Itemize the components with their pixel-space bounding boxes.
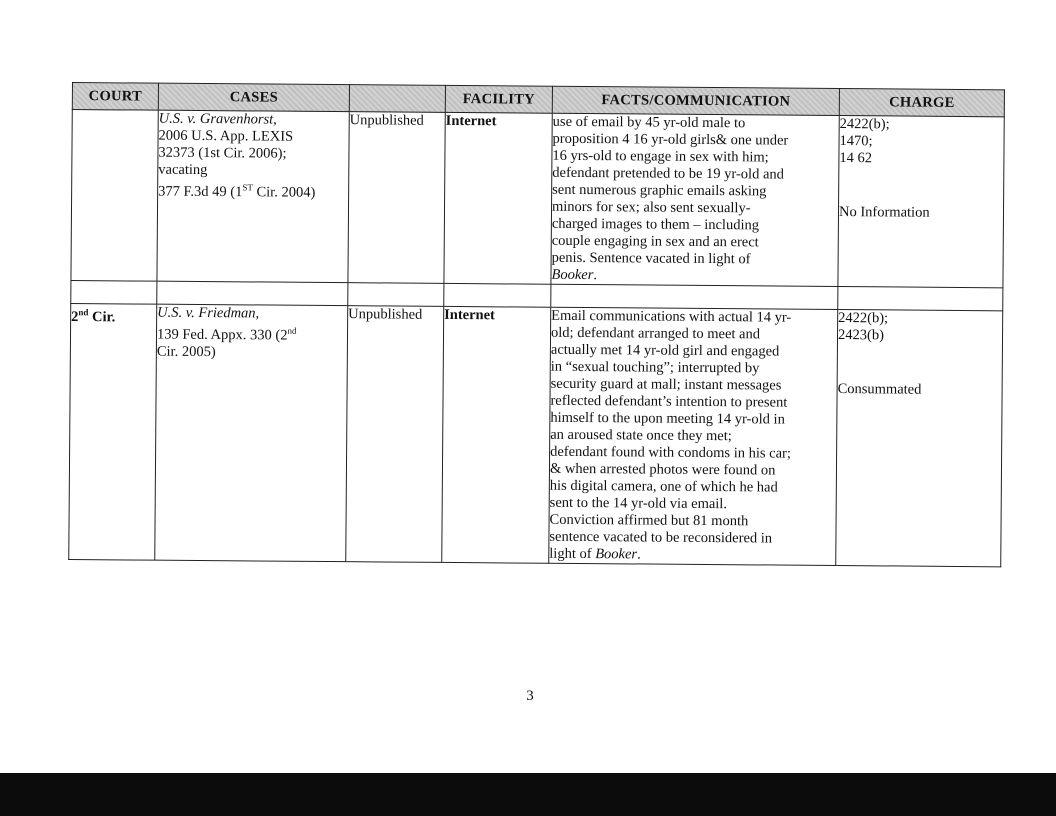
facts-line: Conviction affirmed but 81 month [549,511,749,530]
facts-line: charged images to them – including [551,215,760,234]
facts-line: defendant found with condoms in his car; [550,443,791,462]
publication-cell [348,112,445,284]
scan-border [0,773,1056,816]
charge-line: 14 62 [839,150,873,167]
facts-line: Email communications with actual 14 yr- [551,307,792,326]
case-cell [155,304,348,561]
facts-line: couple engaging in sex and an erect [551,232,759,251]
table-row [69,303,1003,566]
facts-line: an aroused state once they met; [550,426,732,445]
facts-line: 16 yrs-old to engage in sex with him; [552,147,769,166]
court-text: 2nd Cir. [71,307,116,326]
publication-cell [346,306,444,563]
facts-cell [551,113,839,286]
facts-line: actually met 14 yr-old girl and engaged [550,341,780,360]
facts-line: & when arrested photos were found on [549,460,776,479]
facts-line: himself to the upon meeting 14 yr-old in [550,409,785,428]
charge-line: 2422(b); [839,116,890,133]
facts-line: Booker. [551,266,598,284]
facts-line: sent to the 14 yr-old via email. [549,494,728,513]
charge-line: 2423(b) [837,327,885,344]
spacer [838,344,1002,382]
spacer [839,167,1003,205]
citation-line: Cir. 2005) [156,343,216,360]
publication-status: Unpublished [349,112,424,129]
facts-line: light of Booker. [549,545,641,563]
case-name: U.S. v. Gravenhorst, [158,110,277,128]
charge-note: Consummated [837,381,922,398]
citation-line: 2006 U.S. App. LEXIS [158,127,294,145]
facts-line: proposition 4 16 yr-old girls& one under [552,130,789,149]
charge-cell [838,116,1004,288]
case-name: U.S. v. Friedman, [157,304,260,322]
facts-line: penis. Sentence vacated in light of [551,249,751,268]
charge-line: 1470; [839,133,873,150]
charge-line: 2422(b); [838,310,889,327]
facility-text: Internet [445,112,497,130]
facts-line: old; defendant arranged to meet and [550,324,761,343]
facts-line: his digital camera, one of which he had [549,477,778,496]
header-facility: FACILITY [445,85,552,113]
case-cell [157,110,349,282]
facts-line: reflected defendant’s intention to present [550,392,788,411]
header-facts: FACTS/COMMUNICATION [552,86,839,115]
facts-line: use of email by 45 yr-old male to [552,113,746,132]
facts-line: security guard at mall; instant messages [550,375,782,394]
header-charge: CHARGE [839,89,1004,117]
charge-note: No Information [838,204,930,221]
header-blank [349,85,445,113]
court-cell [71,110,158,282]
cases-table [68,82,1005,567]
header-cases: CASES [158,83,349,111]
facts-line: sentence vacated to be reconsidered in [549,528,773,547]
facility-cell [444,112,552,284]
citation-line: 377 F.3d 49 (1ST Cir. 2004) [158,182,316,201]
facts-cell [549,307,838,565]
page-number: 3 [526,688,534,704]
citation-line: 139 Fed. Appx. 330 (2nd [156,325,297,344]
facts-line: defendant pretended to be 19 yr-old and [552,164,784,183]
facts-line: in “sexual touching”; interrupted by [550,358,760,377]
facts-line: sent numerous graphic emails asking [552,181,767,200]
citation-line: vacating [158,161,208,179]
facility-text: Internet [444,306,495,324]
court-cell [69,303,157,560]
publication-status: Unpublished [348,306,423,323]
citation-line: 32373 (1st Cir. 2006); [158,144,287,162]
table-row [71,110,1004,288]
facts-line: minors for sex; also sent sexually- [551,198,751,217]
charge-cell [836,310,1003,567]
header-court: COURT [72,83,158,111]
facility-cell [442,306,551,563]
